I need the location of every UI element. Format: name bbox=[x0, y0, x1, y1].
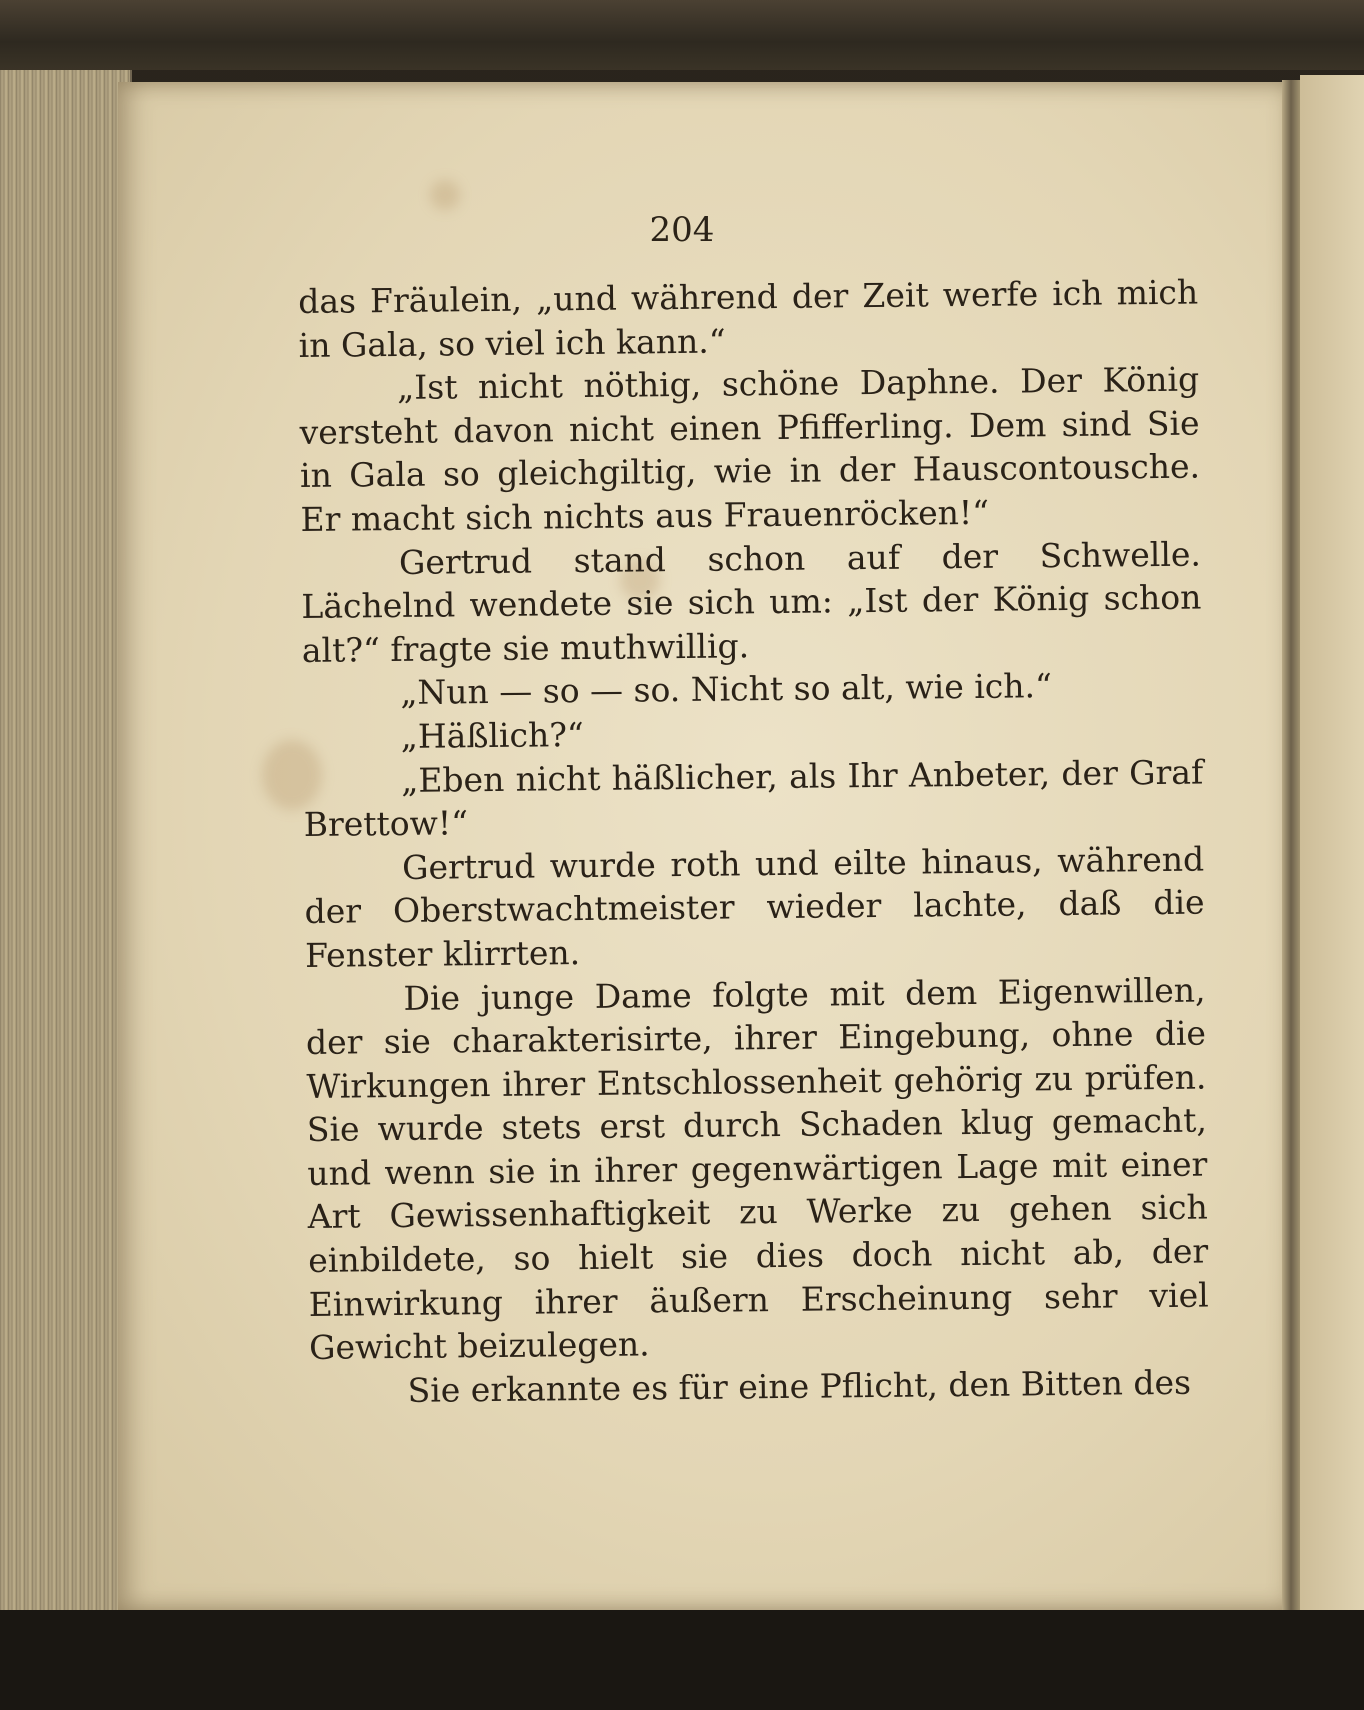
book-cover-top bbox=[0, 0, 1364, 70]
page-number: 204 bbox=[649, 210, 715, 250]
bottom-shadow bbox=[0, 1610, 1364, 1710]
paper-stain bbox=[430, 180, 460, 210]
paragraph: „Eben nicht häßlicher, als Ihr Anbeter, der Graf Brettow!“ bbox=[303, 752, 1204, 845]
next-page-edge bbox=[1300, 75, 1364, 1615]
page-edges bbox=[0, 70, 132, 1615]
page-text bbox=[298, 271, 1210, 1414]
paragraph: „Ist nicht nöthig, schöne Daphne. Der König versteht davon nicht einen Pfifferling. Dem sind Sie in Gala so gleichgiltig, wie in der Hauscontousche. Er macht sich nichts aus Frauenröcken!“ bbox=[299, 359, 1201, 539]
paragraph: Die junge Dame folgte mit dem Eigenwillen, der sie charakterisirte, ihrer Eingebung, ohne die Wirkungen ihrer Entschlossenheit gehörig zu prüfen. Sie wurde stets erst durch Schaden klug gemacht, und wenn sie in ihrer gegenwärtigen Lage mit einer Art Gewissenhaftigkeit zu Werke zu gehen sich einbildete, so hielt sie dies doch nicht ab, der Einwirkung ihrer äußern Erscheinung sehr viel Gewicht beizulegen. bbox=[305, 970, 1209, 1368]
paragraph: Gertrud wurde roth und eilte hinaus, während der Oberstwachtmeister wieder lachte, daß die Fenster klirrten. bbox=[304, 839, 1205, 975]
paragraph: Sie erkannte es für eine Pflicht, den Bitten des bbox=[407, 1362, 1192, 1410]
book-gutter bbox=[1282, 80, 1300, 1610]
paragraph: Gertrud stand schon auf der Schwelle. Lächelnd wendete sie sich um: „Ist der König schon alt?“ fragte sie muthwillig. bbox=[301, 534, 1202, 670]
paragraph: „Häßlich?“ bbox=[400, 714, 584, 756]
paragraph: „Nun — so — so. Nicht so alt, wie ich.“ bbox=[400, 666, 1053, 713]
paragraph: das Fräulein, „und während der Zeit werfe ich mich in Gala, so viel ich kann.“ bbox=[298, 272, 1199, 365]
